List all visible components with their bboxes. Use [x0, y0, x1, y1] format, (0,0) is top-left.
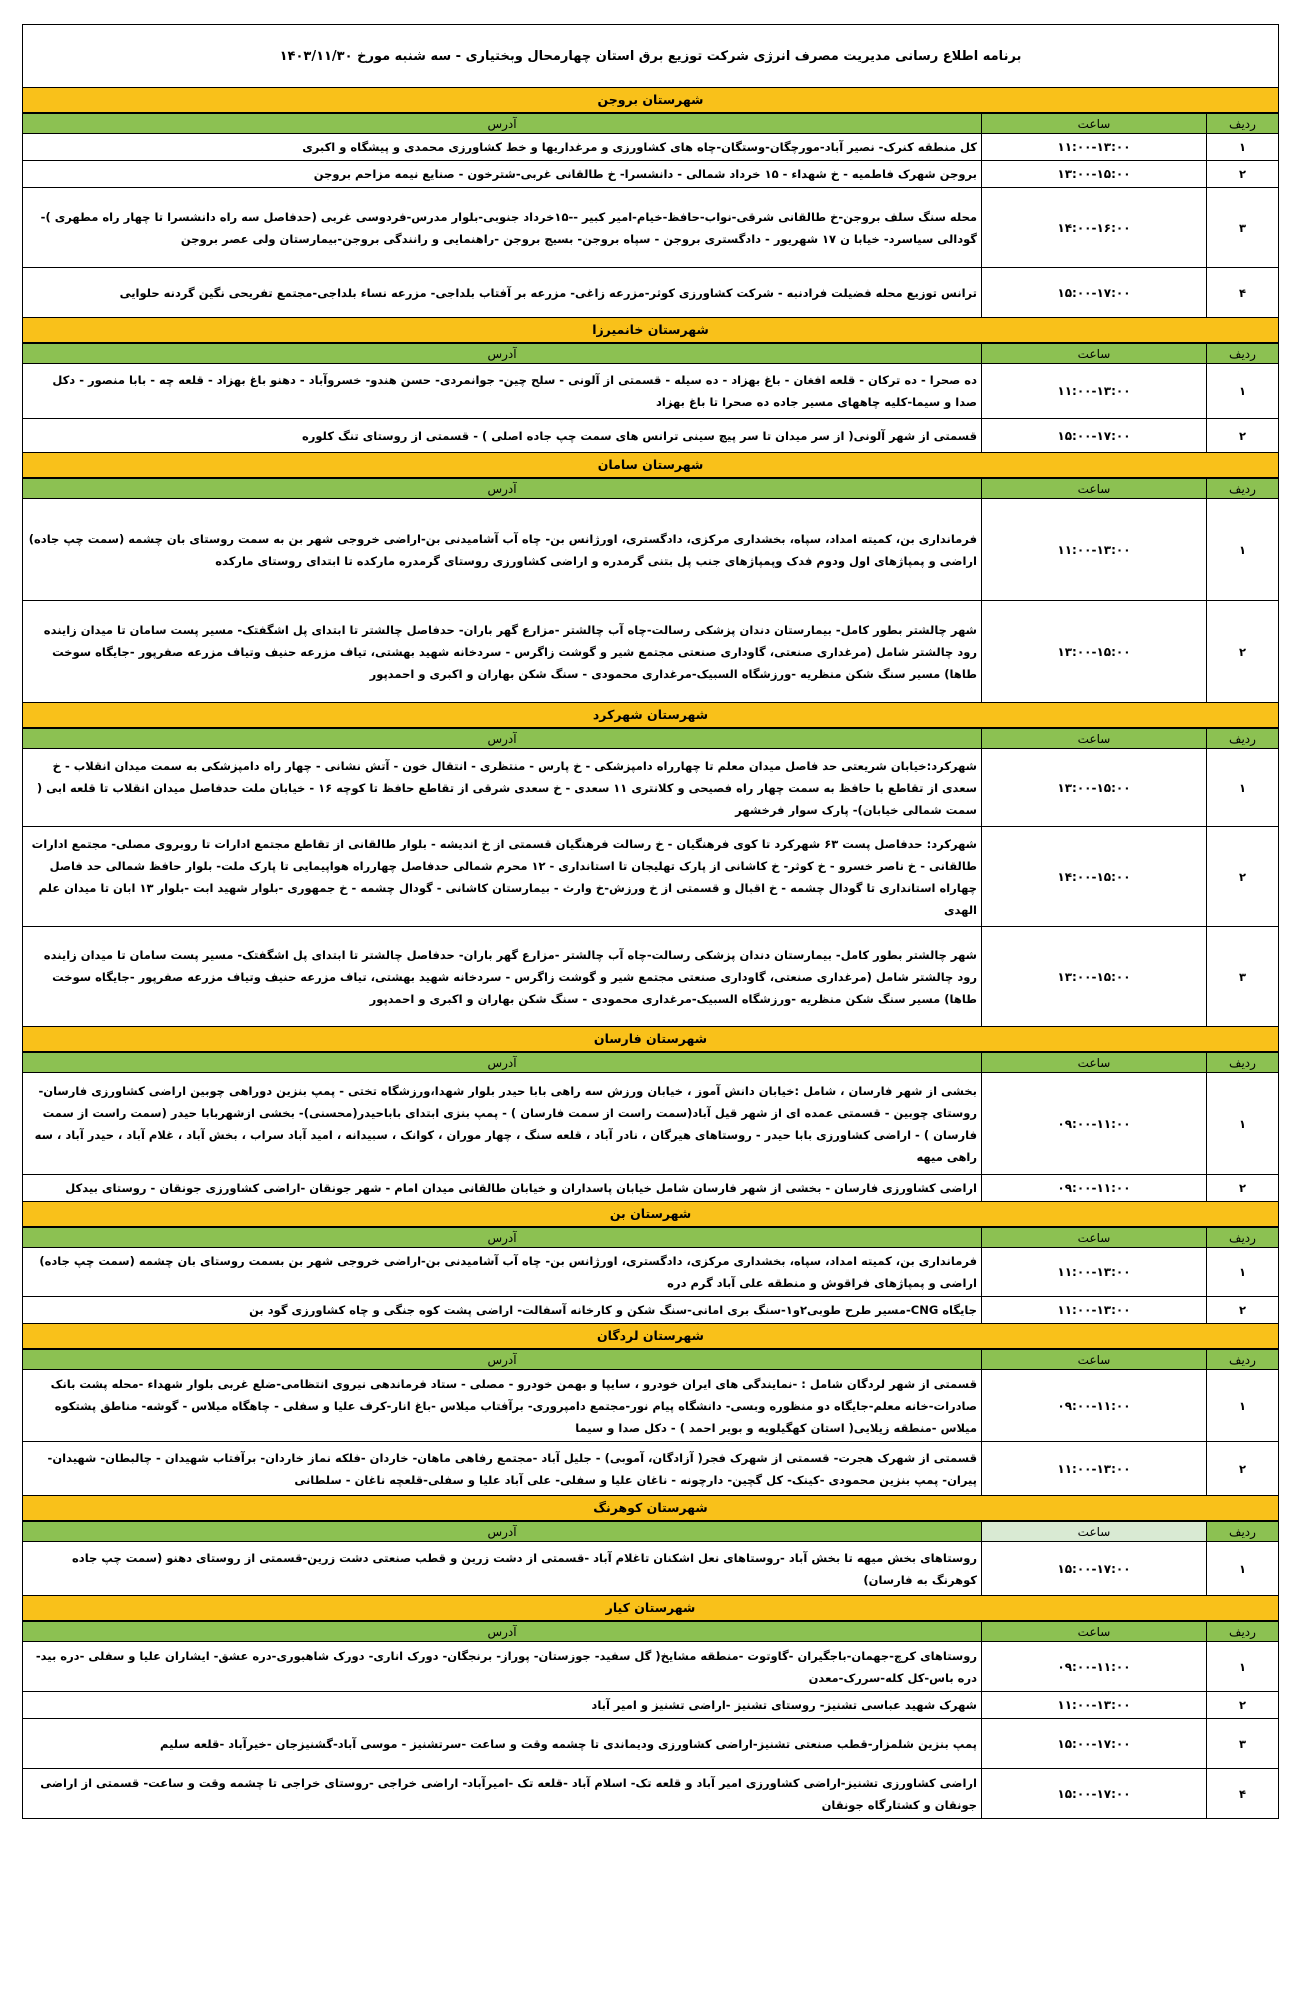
table-row — [23, 1542, 1279, 1596]
row-number: ۲ — [1207, 601, 1279, 703]
row-number: ۱ — [1207, 1370, 1279, 1442]
outage-time: ۰۹:۰۰-۱۱:۰۰ — [982, 1642, 1207, 1692]
row-number: ۱ — [1207, 1073, 1279, 1175]
row-number: ۳ — [1207, 1719, 1279, 1769]
district-section — [22, 453, 1279, 703]
district-section — [22, 1496, 1279, 1596]
outage-time: ۱۳:۰۰-۱۵:۰۰ — [982, 749, 1207, 827]
outage-time: ۰۹:۰۰-۱۱:۰۰ — [982, 1175, 1207, 1202]
column-header-time: ساعت — [982, 479, 1207, 499]
table-row — [23, 499, 1279, 601]
outage-time: ۱۱:۰۰-۱۳:۰۰ — [982, 1442, 1207, 1496]
outage-time: ۱۳:۰۰-۱۵:۰۰ — [982, 927, 1207, 1027]
column-header-number: ردیف — [1207, 1228, 1279, 1248]
district-heading: شهرستان لردگان — [22, 1324, 1279, 1349]
outage-address: روستاهای کرچ-جهمان-باجگیران -گاوتوت -منطقه مشایخ( گل سفید- جوزستان- پوراز- برنجگان- دورک اناری- دورک شاهبوری-دره عشق- ایشاران علیا و سفلی -دره بید-دره باس-کل کله-سررک-معدن — [23, 1642, 982, 1692]
outage-address: بخشی از شهر فارسان ، شامل :خیابان دانش آموز ، خیابان ورزش سه راهی بابا حیدر بلوار شهدا،ورزشگاه تختی - پمپ بنزین دوراهی چوبین اراضی کشاورزی فارسان- روستای چوبین - قسمتی عمده ای از شهر قیل آباد(سمت راست از سمت فارسان ) - پمپ بنزی ابتدای باباحیدر(محسنی)- بخشی ازشهربابا حیدر (سمت راست از سمت فارسان ) - اراضی کشاورزی بابا حیدر - روستاهای هیرگان ، نادر آباد ، قلعه سنگ ، چهار موران ، کوانک ، سبیدانه ، امید آباد سراب ، بخش آباد ، غلام آباد ، حیدر آباد ، سه راهی میهه — [23, 1073, 982, 1175]
outage-address: شهر چالشتر بطور کامل- بیمارستان دندان پزشکی رسالت-چاه آب چالشتر -مزارع گهر باران- حدفاصل چالشتر تا ابتدای پل اشگفتک- مسیر پست سامان تا میدان زاینده رود چالشتر شامل (مرغداری صنعتی، گاوداری صنعتی مجتمع شیر و گوشت زاگرس - سردخانه شهید بهشتی، تیاف مزرعه حنیف وتیاف مزرعه صفرپور -جایگاه سوخت طاها) مسیر سنگ شکن منظریه -ورزشگاه السبیک-مرغداری محمودی - سنگ شکن بهاران و اکبری و احمدپور — [23, 601, 982, 703]
district-heading: شهرستان شهرکرد — [22, 703, 1279, 728]
outage-time: ۱۵:۰۰-۱۷:۰۰ — [982, 1769, 1207, 1819]
table-row — [23, 1442, 1279, 1496]
schedule-table — [22, 478, 1279, 703]
district-section — [22, 88, 1279, 318]
column-header-number: ردیف — [1207, 729, 1279, 749]
outage-address: قسمتی از شهرک هجرت- قسمتی از شهرک فجر( آزادگان، آموبی) - جلیل آباد -مجتمع رفاهی ماهان- خاردان -فلکه نماز خاردان- برآفتاب شهیدان - چالبطان- شهیدان- پیران- پمپ بنزین محمودی -کینک- کل گچین- دارچونه - ناغان علیا و سفلی- علی آباد علیا و سفلی-قلعچه ناغان - سلطانی — [23, 1442, 982, 1496]
table-header-row — [23, 344, 1279, 364]
district-section — [22, 1202, 1279, 1324]
row-number: ۱ — [1207, 134, 1279, 161]
outage-time: ۱۴:۰۰-۱۶:۰۰ — [982, 188, 1207, 268]
table-header-row — [23, 1522, 1279, 1542]
column-header-time: ساعت — [982, 1228, 1207, 1248]
row-number: ۲ — [1207, 1692, 1279, 1719]
column-header-time: ساعت — [982, 729, 1207, 749]
outage-address: شهرکرد: حدفاصل پست ۶۳ شهرکرد تا کوی فرهنگیان - خ رسالت فرهنگیان قسمتی از خ اندیشه - بلوار طالقانی از تقاطع مجتمع ادارات تا روبروی مصلی- مجتمع ادارات طالقانی - خ ناصر خسرو - خ کوثر- خ کاشانی از پارک تهلیجان تا استانداری - ۱۲ محرم شمالی حدفاصل چهارراه هواپیمایی تا پارک ملت- بلوار حافظ شمالی حد فاصل چهاراه استانداری تا گودال چشمه - خ اقبال و قسمتی از خ ورزش-خ وارث - بیمارستان کاشانی - گودال چشمه - خ جمهوری -بلوار شهید ابت -بلوار ۱۳ ابان تا میدان علم الهدی — [23, 827, 982, 927]
outage-time: ۱۳:۰۰-۱۵:۰۰ — [982, 601, 1207, 703]
district-heading: شهرستان کیار — [22, 1596, 1279, 1621]
outage-time: ۱۵:۰۰-۱۷:۰۰ — [982, 1719, 1207, 1769]
column-header-number: ردیف — [1207, 1622, 1279, 1642]
outage-address: شهر چالشتر بطور کامل- بیمارستان دندان پزشکی رسالت-چاه آب چالشتر -مزارع گهر باران- حدفاصل چالشتر تا ابتدای پل اشگفتک- مسیر پست سامان تا میدان زاینده رود چالشتر شامل (مرغداری صنعتی، گاوداری صنعتی مجتمع شیر و گوشت زاگرس - سردخانه شهید بهشتی، تیاف مزرعه حنیف وتیاف مزرعه صفرپور -جایگاه سوخت طاها) مسیر سنگ شکن منظریه -ورزشگاه السبیک-مرغداری محمودی - سنگ شکن بهاران و اکبری و احمدپور — [23, 927, 982, 1027]
outage-address: اراضی کشاورزی فارسان - بخشی از شهر فارسان شامل خیابان پاسداران و خیابان طالقانی میدان امام - شهر جونقان -اراضی کشاورزی جونقان - روستای بیدکل — [23, 1175, 982, 1202]
row-number: ۱ — [1207, 364, 1279, 419]
district-section — [22, 318, 1279, 453]
schedule-table — [22, 343, 1279, 453]
schedule-table — [22, 728, 1279, 1027]
district-heading: شهرستان خانمیرزا — [22, 318, 1279, 343]
outage-time: ۱۱:۰۰-۱۳:۰۰ — [982, 134, 1207, 161]
outage-time: ۱۱:۰۰-۱۳:۰۰ — [982, 1692, 1207, 1719]
table-row — [23, 1719, 1279, 1769]
column-header-number: ردیف — [1207, 479, 1279, 499]
outage-time: ۱۴:۰۰-۱۵:۰۰ — [982, 827, 1207, 927]
table-header-row — [23, 479, 1279, 499]
outage-time: ۱۵:۰۰-۱۷:۰۰ — [982, 419, 1207, 453]
schedule-table — [22, 113, 1279, 318]
district-heading: شهرستان بن — [22, 1202, 1279, 1227]
table-header-row — [23, 1053, 1279, 1073]
column-header-address: آدرس — [23, 1053, 982, 1073]
row-number: ۱ — [1207, 1248, 1279, 1297]
column-header-time: ساعت — [982, 1053, 1207, 1073]
schedule-table — [22, 1349, 1279, 1496]
table-row — [23, 1297, 1279, 1324]
outage-address: فرمانداری بن، کمیته امداد، سپاه، بخشداری مرکزی، دادگستری، اورژانس بن- چاه آب آشامیدنی بن-اراضی خروجی شهر بن بسمت روستای بان چشمه (سمت چپ جاده) اراضی و پمپاژهای فراقوش و منطقه علی آباد گرم دره — [23, 1248, 982, 1297]
table-row — [23, 188, 1279, 268]
table-header-row — [23, 1228, 1279, 1248]
outage-time: ۱۳:۰۰-۱۵:۰۰ — [982, 161, 1207, 188]
column-header-time: ساعت — [982, 114, 1207, 134]
district-heading: شهرستان بروجن — [22, 88, 1279, 113]
outage-time: ۱۵:۰۰-۱۷:۰۰ — [982, 1542, 1207, 1596]
row-number: ۲ — [1207, 1175, 1279, 1202]
row-number: ۱ — [1207, 1642, 1279, 1692]
table-row — [23, 134, 1279, 161]
column-header-address: آدرس — [23, 344, 982, 364]
row-number: ۱ — [1207, 499, 1279, 601]
outage-time: ۱۱:۰۰-۱۳:۰۰ — [982, 1248, 1207, 1297]
outage-address: جایگاه CNG-مسیر طرح طوبی۲و۱-سنگ بری امانی-سنگ شکن و کارخانه آسفالت- اراضی پشت کوه جنگی و چاه کشاورزی گود بن — [23, 1297, 982, 1324]
column-header-number: ردیف — [1207, 1053, 1279, 1073]
row-number: ۱ — [1207, 749, 1279, 827]
outage-time: ۱۵:۰۰-۱۷:۰۰ — [982, 268, 1207, 318]
column-header-address: آدرس — [23, 479, 982, 499]
table-row — [23, 1175, 1279, 1202]
table-row — [23, 1769, 1279, 1819]
outage-address: روستاهای بخش میهه تا بخش آباد -روستاهای نعل اشکنان تاغلام آباد -قسمتی از دشت زرین و قطب صنعتی دشت زرین-قسمتی از روستای دهنو (سمت چپ جاده کوهرنگ به فارسان) — [23, 1542, 982, 1596]
outage-address: فرمانداری بن، کمیته امداد، سپاه، بخشداری مرکزی، دادگستری، اورژانس بن- چاه آب آشامیدنی بن-اراضی خروجی شهر بن به سمت روستای بان چشمه (سمت چپ جاده) اراضی و پمپاژهای اول ودوم فدک وپمپاژهای جنب پل بتنی گرمدره و اراضی کشاورزی روستای گرمدره مارکده تا ابتدای روستای مارکده — [23, 499, 982, 601]
outage-address: شهرک شهید عباسی تشنیز- روستای تشنیز -اراضی تشنیز و امیر آباد — [23, 1692, 982, 1719]
schedule-table — [22, 1227, 1279, 1324]
table-row — [23, 601, 1279, 703]
schedule-sheet — [22, 24, 1279, 1819]
outage-address: بروجن شهرک فاطمیه - خ شهداء - ۱۵ خرداد شمالی - دانشسرا- خ طالقانی غربی-شترخون - صنایع نیمه مزاحم بروجن — [23, 161, 982, 188]
district-section — [22, 703, 1279, 1027]
column-header-address: آدرس — [23, 1228, 982, 1248]
outage-time: ۰۹:۰۰-۱۱:۰۰ — [982, 1073, 1207, 1175]
outage-address: قسمتی از شهر لردگان شامل : -نمایندگی های ایران خودرو ، سایپا و بهمن خودرو - مصلی - ستاد فرماندهی نیروی انتظامی-ضلع غربی بلوار شهداء -محله پشت بانک صادرات-خانه معلم-جایگاه دو منظوره وبسی- دانشگاه پیام نور-مجتمع دامپروری- برآفتاب میلاس -باغ انار-کرف علیا و سفلی - چاهگاه میلاس - گوشه- مناطق پشتکوه میلاس -منطقه زیلایی( استان کهگیلویه و بویر احمد ) - دکل صدا و سیما — [23, 1370, 982, 1442]
table-row — [23, 161, 1279, 188]
table-row — [23, 364, 1279, 419]
row-number: ۳ — [1207, 188, 1279, 268]
outage-address: محله سنگ سلف بروجن-خ طالقانی شرقی-نواب-حافظ-خیام-امیر کبیر --۱۵خرداد جنوبی-بلوار مدرس-فردوسی غربی (حدفاصل سه راه دانشسرا تا چهار راه مطهری )-گودالی سیاسرد- خیابا ن ۱۷ شهریور - دادگستری بروجن - سپاه بروجن- بسیج بروجن -راهنمایی و رانندگی بروجن-بیمارستان ولی عصر بروجن — [23, 188, 982, 268]
column-header-number: ردیف — [1207, 1350, 1279, 1370]
column-header-time: ساعت — [982, 1522, 1207, 1542]
outage-time: ۱۱:۰۰-۱۳:۰۰ — [982, 499, 1207, 601]
column-header-address: آدرس — [23, 729, 982, 749]
column-header-number: ردیف — [1207, 114, 1279, 134]
table-header-row — [23, 114, 1279, 134]
row-number: ۲ — [1207, 827, 1279, 927]
table-header-row — [23, 1350, 1279, 1370]
table-row — [23, 268, 1279, 318]
column-header-number: ردیف — [1207, 1522, 1279, 1542]
schedule-table — [22, 1521, 1279, 1596]
row-number: ۲ — [1207, 419, 1279, 453]
row-number: ۲ — [1207, 1297, 1279, 1324]
column-header-number: ردیف — [1207, 344, 1279, 364]
outage-address: قسمتی از شهر آلونی( از سر میدان تا سر پیچ سینی ترانس های سمت چپ جاده اصلی ) - قسمتی از روستای تنگ کلوره — [23, 419, 982, 453]
page-title: برنامه اطلاع رسانی مدیریت مصرف انرژی شرکت توزیع برق استان چهارمحال وبختیاری - سه شنبه مورخ ۱۴۰۳/۱۱/۳۰ — [22, 24, 1279, 88]
row-number: ۳ — [1207, 927, 1279, 1027]
table-row — [23, 1248, 1279, 1297]
column-header-address: آدرس — [23, 1350, 982, 1370]
outage-time: ۰۹:۰۰-۱۱:۰۰ — [982, 1370, 1207, 1442]
district-section — [22, 1324, 1279, 1496]
column-header-time: ساعت — [982, 344, 1207, 364]
table-row — [23, 827, 1279, 927]
district-heading: شهرستان سامان — [22, 453, 1279, 478]
table-row — [23, 419, 1279, 453]
table-header-row — [23, 1622, 1279, 1642]
outage-address: کل منطقه کنرک- نصیر آباد-مورچگان-وستگان-چاه های کشاورزی و مرغداریها و خط کشاورزی محمدی و پیشگاه و اکبری — [23, 134, 982, 161]
outage-time: ۱۱:۰۰-۱۳:۰۰ — [982, 1297, 1207, 1324]
column-header-address: آدرس — [23, 1522, 982, 1542]
outage-address: اراضی کشاورزی تشنیز-اراضی کشاورزی امیر آباد و قلعه تک- اسلام آباد -قلعه تک -امیرآباد- اراضی خراجی -روستای خراجی تا چشمه وقت و ساعت- قسمتی از اراضی جونقان و کشتارگاه جونقان — [23, 1769, 982, 1819]
district-heading: شهرستان کوهرنگ — [22, 1496, 1279, 1521]
row-number: ۴ — [1207, 268, 1279, 318]
table-row — [23, 749, 1279, 827]
row-number: ۲ — [1207, 161, 1279, 188]
district-heading: شهرستان فارسان — [22, 1027, 1279, 1052]
table-row — [23, 1370, 1279, 1442]
table-row — [23, 1692, 1279, 1719]
column-header-time: ساعت — [982, 1622, 1207, 1642]
row-number: ۲ — [1207, 1442, 1279, 1496]
table-header-row — [23, 729, 1279, 749]
outage-address: پمپ بنزین شلمزار-قطب صنعتی تشنیز-اراضی کشاورزی ودیماندی تا چشمه وقت و ساعت -سرتشنیز - موسی آباد-گشنیزجان -خیرآباد -قلعه سلیم — [23, 1719, 982, 1769]
district-section — [22, 1027, 1279, 1202]
column-header-address: آدرس — [23, 114, 982, 134]
column-header-time: ساعت — [982, 1350, 1207, 1370]
sections-container — [22, 88, 1279, 1819]
column-header-address: آدرس — [23, 1622, 982, 1642]
outage-address: ده صحرا - ده ترکان - قلعه افغان - باغ بهزاد - ده سیله - قسمتی از آلونی - سلح چین- جوانمردی- حسن هندو- خسروآباد - دهنو باغ بهزاد - قلعه چه - بابا منصور - دکل صدا و سیما-کلیه چاههای مسیر جاده ده صحرا تا باغ بهزاد — [23, 364, 982, 419]
outage-address: ترانس توزیع محله فضیلت فرادنبه - شرکت کشاورزی کوثر-مزرعه زاغی- مزرعه بر آفتاب بلداجی- مزرعه نساء بلداجی-مجتمع تفریحی نگین گردنه حلوایی — [23, 268, 982, 318]
table-row — [23, 1073, 1279, 1175]
row-number: ۴ — [1207, 1769, 1279, 1819]
table-row — [23, 927, 1279, 1027]
row-number: ۱ — [1207, 1542, 1279, 1596]
schedule-table — [22, 1052, 1279, 1202]
table-row — [23, 1642, 1279, 1692]
outage-address: شهرکرد:خیابان شریعتی حد فاصل میدان معلم تا چهارراه دامپزشکی - خ پارس - منتظری - انتقال خون - آتش نشانی - چهار راه دامپزشکی به سمت میدان انقلاب - خ سعدی از تقاطع با حافظ به سمت چهار راه فصیحی و کلانتری ۱۱ سعدی - خ سعدی شرقی از تقاطع حافظ تا کوچه ۱۶ - خیابان ملت حدفاصل میدان انقلاب تا قلعه ابی ( سمت شمالی خیابان)- پارک سوار فرخشهر — [23, 749, 982, 827]
schedule-table — [22, 1621, 1279, 1819]
district-section — [22, 1596, 1279, 1819]
outage-time: ۱۱:۰۰-۱۳:۰۰ — [982, 364, 1207, 419]
